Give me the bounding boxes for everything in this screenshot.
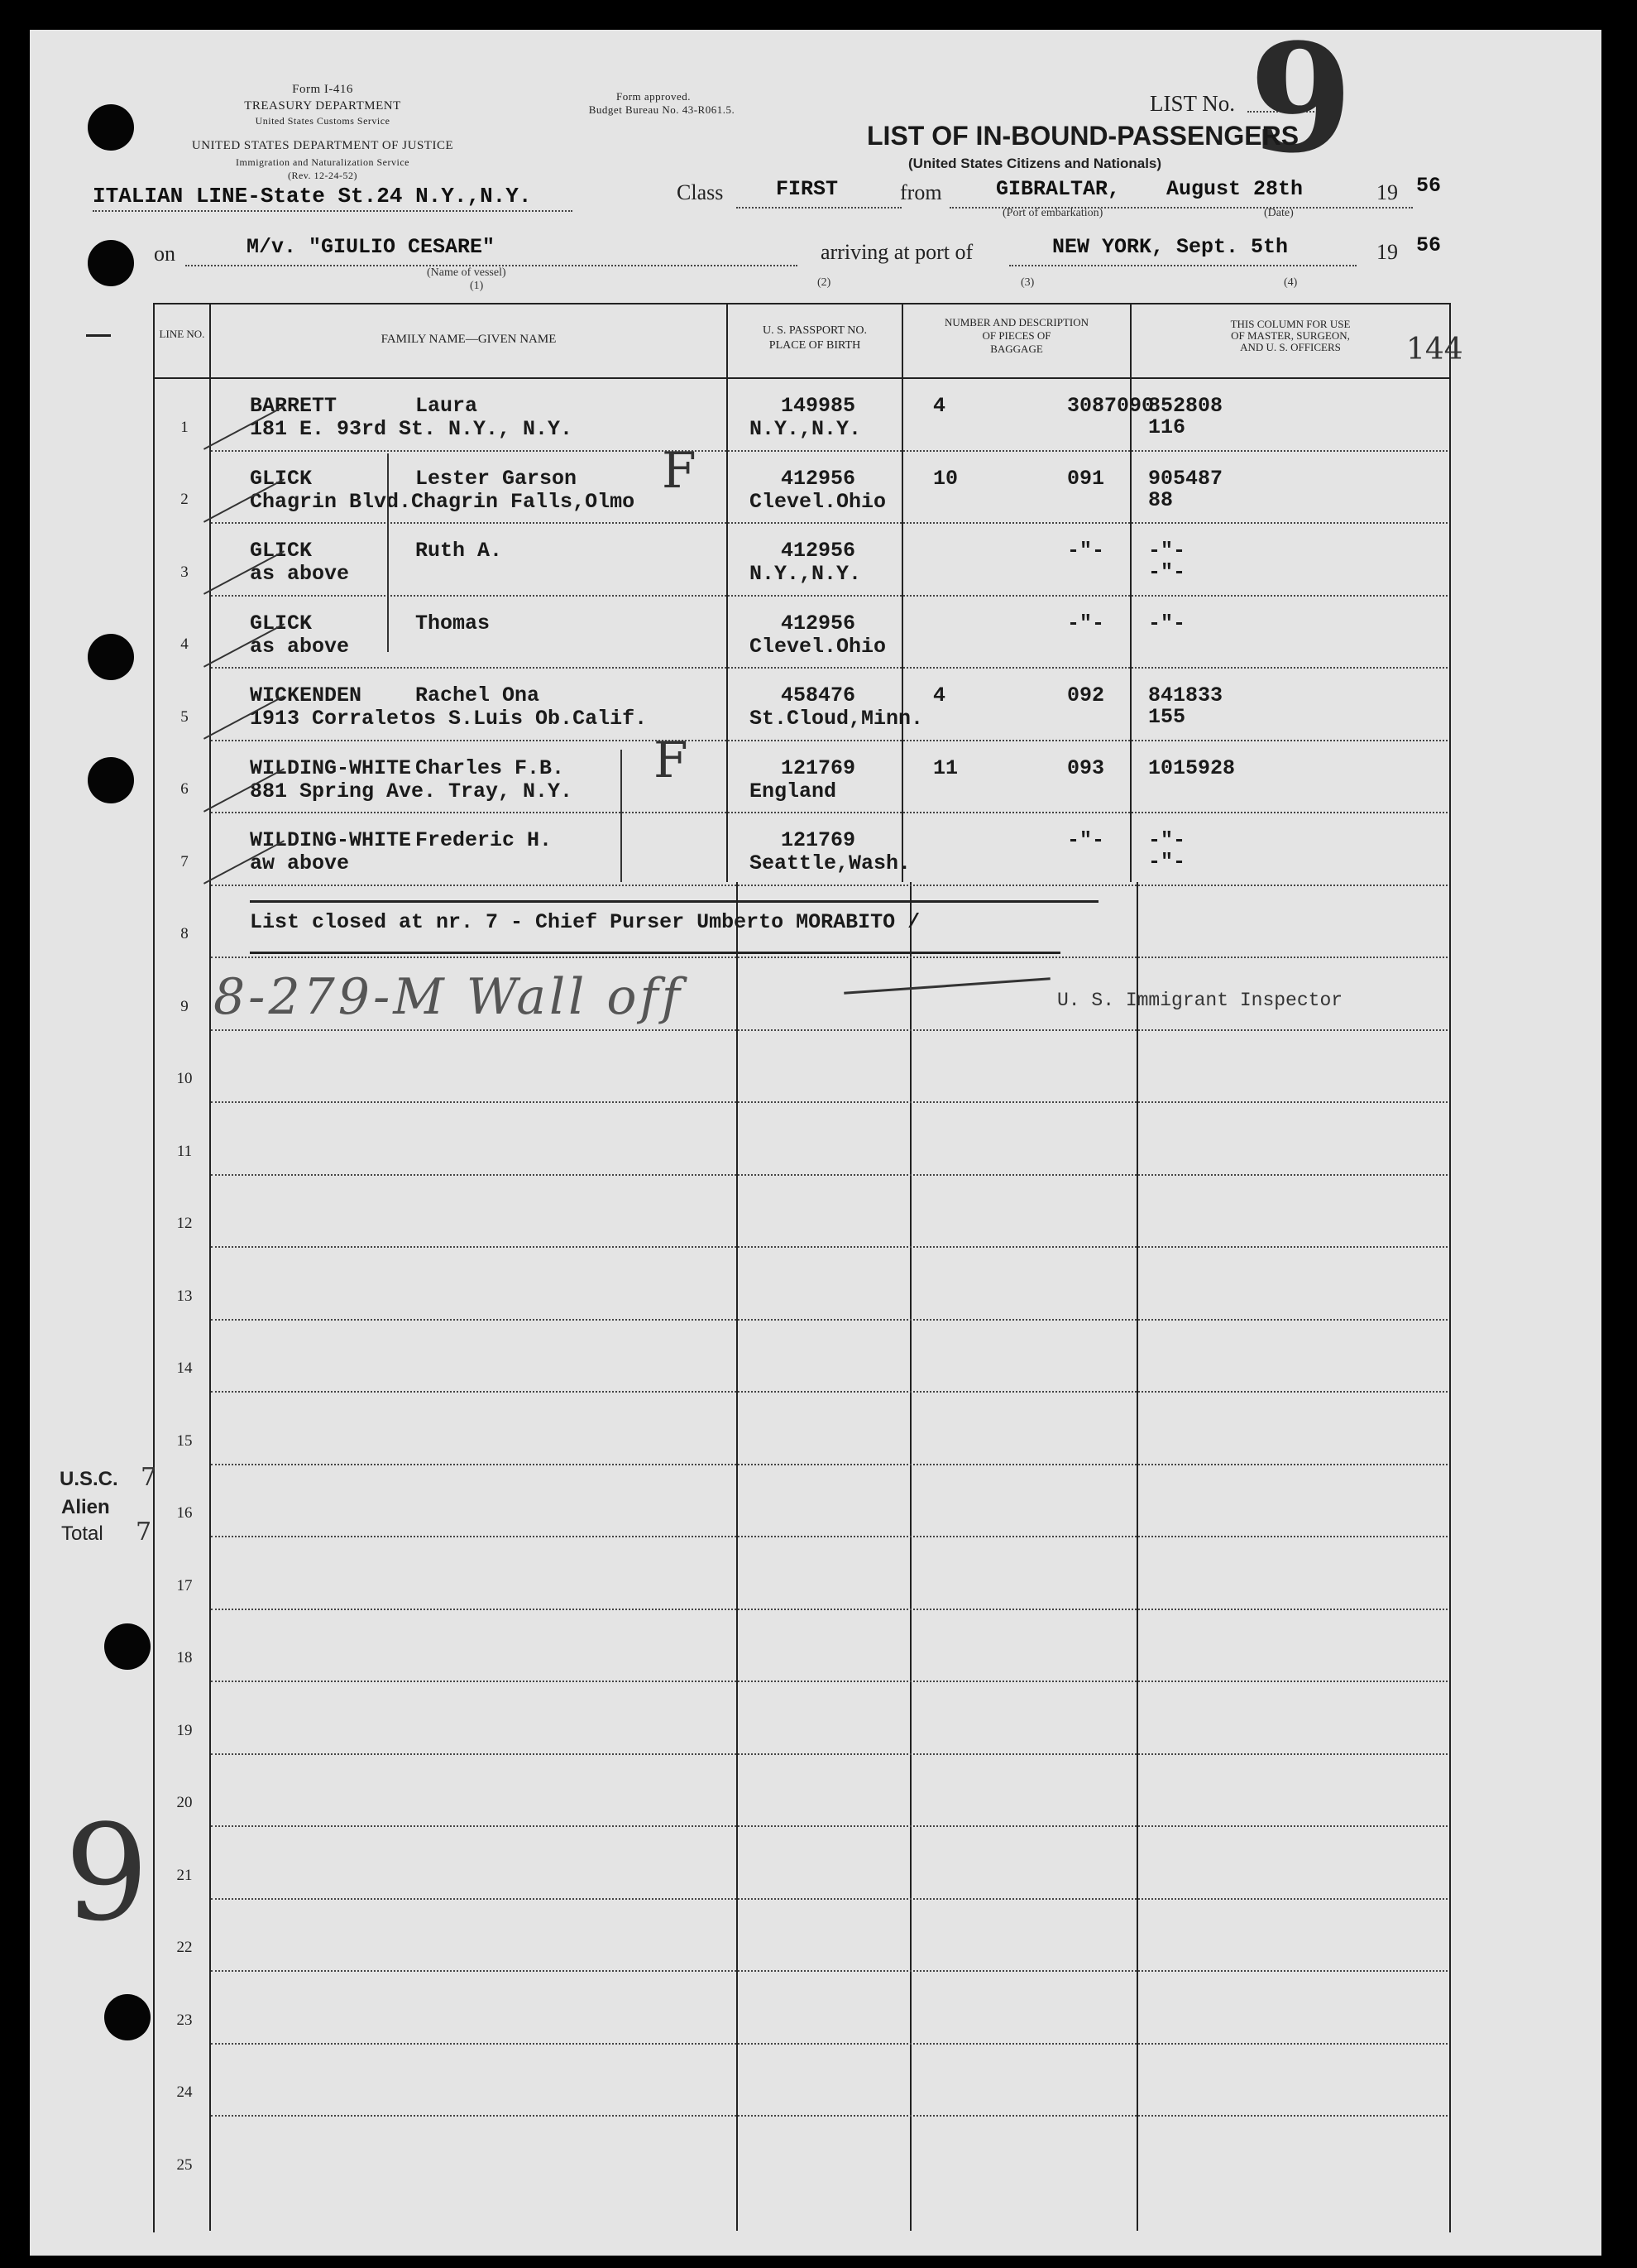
- baggage-pieces: 11: [933, 755, 959, 780]
- class-label: Class: [677, 180, 724, 204]
- baggage-description: -"-: [1067, 828, 1105, 852]
- line-number: 10: [176, 1070, 193, 1087]
- company-underline: [93, 210, 572, 212]
- row-rule: [211, 2115, 1448, 2117]
- tally-usc-value: 7: [141, 1463, 157, 1492]
- line-number: 6: [180, 780, 189, 798]
- justice-department: UNITED STATES DEPARTMENT OF JUSTICE: [191, 139, 454, 152]
- vessel-name: M/v. "GIULIO CESARE": [247, 235, 495, 259]
- punch-hole: [104, 1994, 151, 2040]
- form-title: LIST OF IN-BOUND-PASSENGERS: [867, 121, 1300, 151]
- col-divider-baggage-lower: [1137, 882, 1138, 2231]
- baggage-pieces: 4: [933, 683, 946, 707]
- row-rule: [211, 740, 1448, 741]
- line-number: 9: [180, 997, 189, 1015]
- caption-3: (3): [1021, 276, 1035, 289]
- line-number: 2: [180, 491, 189, 508]
- col-header-name: FAMILY NAME—GIVEN NAME: [381, 333, 557, 346]
- baggage-description: 092: [1067, 683, 1105, 707]
- officer-note-1: -"-: [1148, 611, 1186, 635]
- port-embark-caption: (Port of embarkation): [1003, 207, 1103, 219]
- caption-4: (4): [1284, 276, 1298, 289]
- given-name: Laura: [415, 394, 478, 418]
- line-number: 24: [176, 2083, 193, 2101]
- ins-service: Immigration and Naturalization Service: [236, 156, 409, 168]
- punch-hole: [88, 240, 134, 286]
- punch-hole: [88, 634, 134, 680]
- baggage-description: 091: [1067, 466, 1105, 491]
- form-subtitle: (United States Citizens and Nationals): [908, 156, 1162, 171]
- row-rule: [211, 1391, 1448, 1393]
- passport-number: 121769: [781, 828, 856, 852]
- on-label: on: [154, 242, 175, 266]
- vessel-caption-number: (1): [470, 280, 484, 292]
- address: 1913 Corraletos S.Luis Ob.Calif.: [250, 707, 648, 731]
- class-underline: [736, 207, 902, 209]
- officer-note-1: 841833: [1148, 683, 1223, 707]
- inspector-signature: 8-279-M Wall off: [213, 968, 683, 1026]
- row-rule: [211, 1753, 1448, 1755]
- row-rule: [211, 1464, 1448, 1465]
- arriving-label: arriving at port of: [821, 240, 974, 264]
- baggage-description: 3087090: [1067, 394, 1155, 418]
- line-number: 7: [180, 852, 189, 870]
- line-number: 1: [180, 418, 189, 436]
- place-of-birth: Clevel.Ohio: [749, 489, 887, 514]
- form-approved: Form approved.: [615, 90, 692, 103]
- row-rule: [211, 1536, 1448, 1537]
- passport-number: 458476: [781, 683, 856, 707]
- col-header-birthplace: PLACE OF BIRTH: [768, 339, 861, 352]
- row-rule: [211, 1609, 1448, 1610]
- immigrant-inspector-label: U. S. Immigrant Inspector: [1057, 990, 1343, 1011]
- row-rule: [211, 1825, 1448, 1827]
- family-bracket: [387, 453, 389, 652]
- officer-note-2: -"-: [1148, 850, 1186, 874]
- address: 181 E. 93rd St. N.Y., N.Y.: [250, 417, 573, 441]
- form-number: Form I-416: [292, 83, 353, 96]
- handwritten-mark: F: [653, 731, 688, 789]
- line-number: 25: [176, 2155, 193, 2174]
- col-header-officers-2: OF MASTER, SURGEON,: [1231, 329, 1350, 342]
- passport-number: 412956: [781, 466, 856, 491]
- handwritten-mark: F: [662, 441, 696, 500]
- row-rule: [211, 885, 1448, 886]
- line-number: 18: [176, 1649, 193, 1666]
- col-divider-line: [209, 303, 211, 2231]
- closing-rule-bottom: [250, 952, 1060, 954]
- page-number: 144: [1406, 333, 1463, 367]
- tally-total-label: Total: [61, 1522, 103, 1545]
- year2-suffix: 56: [1416, 233, 1442, 257]
- col-divider-baggage: [1130, 303, 1132, 882]
- family-name: GLICK: [250, 611, 313, 635]
- col-header-officers-3: AND U. S. OFFICERS: [1240, 341, 1341, 353]
- line-number: 4: [180, 635, 189, 653]
- arrival-port-date: NEW YORK, Sept. 5th: [1052, 235, 1289, 259]
- officer-note-1: 905487: [1148, 466, 1223, 491]
- family-name: GLICK: [250, 539, 313, 563]
- family-name: WICKENDEN: [250, 683, 362, 707]
- col-header-baggage-3: BAGGAGE: [990, 343, 1043, 355]
- row-rule: [211, 812, 1448, 813]
- list-number: 9: [1249, 12, 1353, 186]
- passport-number: 149985: [781, 394, 856, 418]
- shipping-company: ITALIAN LINE-State St.24 N.Y.,N.Y.: [93, 184, 532, 209]
- officer-note-1: -"-: [1148, 828, 1186, 852]
- treasury-department: TREASURY DEPARTMENT: [244, 99, 401, 113]
- row-rule: [211, 1970, 1448, 1972]
- line-number: 14: [176, 1359, 193, 1377]
- row-rule: [211, 957, 1448, 958]
- col-divider-passport: [902, 303, 903, 882]
- year2-prefix: 19: [1376, 240, 1398, 264]
- place-of-birth: Clevel.Ohio: [749, 634, 887, 659]
- col-divider-passport-lower: [910, 882, 912, 2231]
- row-rule: [211, 1246, 1448, 1248]
- line-number: 8: [180, 925, 189, 942]
- officer-note-1: -"-: [1148, 539, 1186, 563]
- given-name: Ruth A.: [415, 539, 503, 563]
- col-divider-name: [726, 303, 728, 882]
- baggage-description: 093: [1067, 755, 1105, 780]
- col-header-passport: U. S. PASSPORT NO.: [763, 324, 867, 337]
- given-name: Thomas: [415, 611, 491, 635]
- address: as above: [250, 562, 350, 586]
- family-name: WILDING-WHITE: [250, 828, 412, 852]
- line-number: 16: [176, 1504, 193, 1522]
- margin-note: 9: [65, 1796, 149, 1950]
- col-header-baggage-2: OF PIECES OF: [982, 329, 1051, 342]
- year-prefix: 19: [1376, 180, 1398, 204]
- address: as above: [250, 634, 350, 659]
- address: 881 Spring Ave. Tray, N.Y.: [250, 779, 573, 803]
- line-number: 23: [176, 2011, 193, 2029]
- line-number: 3: [180, 563, 189, 581]
- arrival-underline: [1009, 265, 1357, 266]
- officer-note-2: 88: [1148, 487, 1174, 512]
- given-name: Rachel Ona: [415, 683, 540, 707]
- officer-note-1: 1015928: [1148, 755, 1236, 780]
- port-of-embarkation: GIBRALTAR,: [996, 177, 1121, 201]
- family-bracket: [620, 750, 622, 882]
- col-header-baggage-1: NUMBER AND DESCRIPTION: [944, 316, 1089, 328]
- row-rule: [211, 1029, 1448, 1031]
- punch-hole: [104, 1623, 151, 1670]
- row-rule: [211, 522, 1448, 524]
- line-number: 17: [176, 1576, 193, 1594]
- revision-date: (Rev. 12-24-52): [287, 170, 358, 181]
- from-label: from: [900, 180, 942, 204]
- row-rule: [211, 1681, 1448, 1682]
- place-of-birth: N.Y.,N.Y.: [749, 417, 862, 441]
- col-header-line-no: LINE NO.: [159, 328, 205, 340]
- given-name: Lester Garson: [415, 466, 577, 491]
- embarkation-date: August 28th: [1166, 177, 1304, 201]
- caption-2: (2): [817, 276, 831, 289]
- table-header-divider: [153, 377, 1449, 379]
- place-of-birth: St.Cloud,Minn.: [749, 707, 924, 731]
- row-rule: [211, 1898, 1448, 1900]
- row-rule: [211, 1174, 1448, 1176]
- family-name: WILDING-WHITE: [250, 755, 412, 780]
- tally-alien-label: Alien: [61, 1496, 110, 1518]
- col-header-officers-1: THIS COLUMN FOR USE: [1230, 318, 1351, 330]
- line-number: 19: [176, 1721, 193, 1739]
- punch-hole: [88, 757, 134, 803]
- margin-dash: [86, 334, 111, 337]
- row-rule: [211, 450, 1448, 452]
- line-number: 13: [176, 1287, 193, 1305]
- line-number: 11: [176, 1142, 193, 1160]
- baggage-description: -"-: [1067, 611, 1105, 635]
- row-rule: [211, 667, 1448, 669]
- list-no-label: LIST No.: [1150, 91, 1236, 116]
- officer-note-2: -"-: [1148, 560, 1186, 584]
- baggage-pieces: 4: [933, 394, 946, 418]
- passport-number: 121769: [781, 755, 856, 780]
- given-name: Frederic H.: [415, 828, 553, 852]
- line-number: 15: [176, 1431, 193, 1450]
- given-name: Charles F.B.: [415, 755, 565, 780]
- line-number: 21: [176, 1866, 193, 1884]
- tally-total-value: 7: [136, 1518, 152, 1546]
- line-number: 22: [176, 1939, 193, 1956]
- date-caption: (Date): [1264, 207, 1294, 219]
- closing-rule-top: [250, 900, 1099, 903]
- row-rule: [211, 1319, 1448, 1321]
- officer-note-2: 116: [1148, 415, 1186, 439]
- budget-bureau: Budget Bureau No. 43-R061.5.: [588, 103, 735, 116]
- place-of-birth: England: [749, 779, 837, 803]
- customs-service: United States Customs Service: [255, 115, 390, 127]
- col-divider-name-lower: [736, 882, 738, 2231]
- year-suffix: 56: [1416, 174, 1442, 198]
- line-number: 20: [176, 1794, 193, 1811]
- line-number: 5: [180, 707, 189, 726]
- manifest-table: [153, 303, 1451, 2232]
- family-name: BARRETT: [250, 394, 337, 418]
- family-name: GLICK: [250, 466, 313, 491]
- officer-note-1: 852808: [1148, 394, 1223, 418]
- address: aw above: [250, 851, 350, 875]
- baggage-pieces: 10: [933, 466, 959, 491]
- punch-hole: [88, 104, 134, 151]
- row-rule: [211, 595, 1448, 597]
- place-of-birth: N.Y.,N.Y.: [749, 562, 862, 586]
- address: Chagrin Blvd.Chagrin Falls,Olmo: [250, 489, 635, 514]
- class-value: FIRST: [776, 177, 839, 201]
- place-of-birth: Seattle,Wash.: [749, 851, 912, 875]
- line-number: 12: [176, 1215, 193, 1232]
- tally-usc-label: U.S.C.: [60, 1468, 118, 1490]
- row-rule: [211, 1101, 1448, 1103]
- passport-number: 412956: [781, 539, 856, 563]
- passport-number: 412956: [781, 611, 856, 635]
- closing-note: List closed at nr. 7 - Chief Purser Umberto MORABITO /: [250, 910, 921, 934]
- baggage-description: -"-: [1067, 539, 1105, 563]
- vessel-caption: (Name of vessel): [427, 266, 506, 279]
- officer-note-2: 155: [1148, 705, 1186, 729]
- row-rule: [211, 2043, 1448, 2045]
